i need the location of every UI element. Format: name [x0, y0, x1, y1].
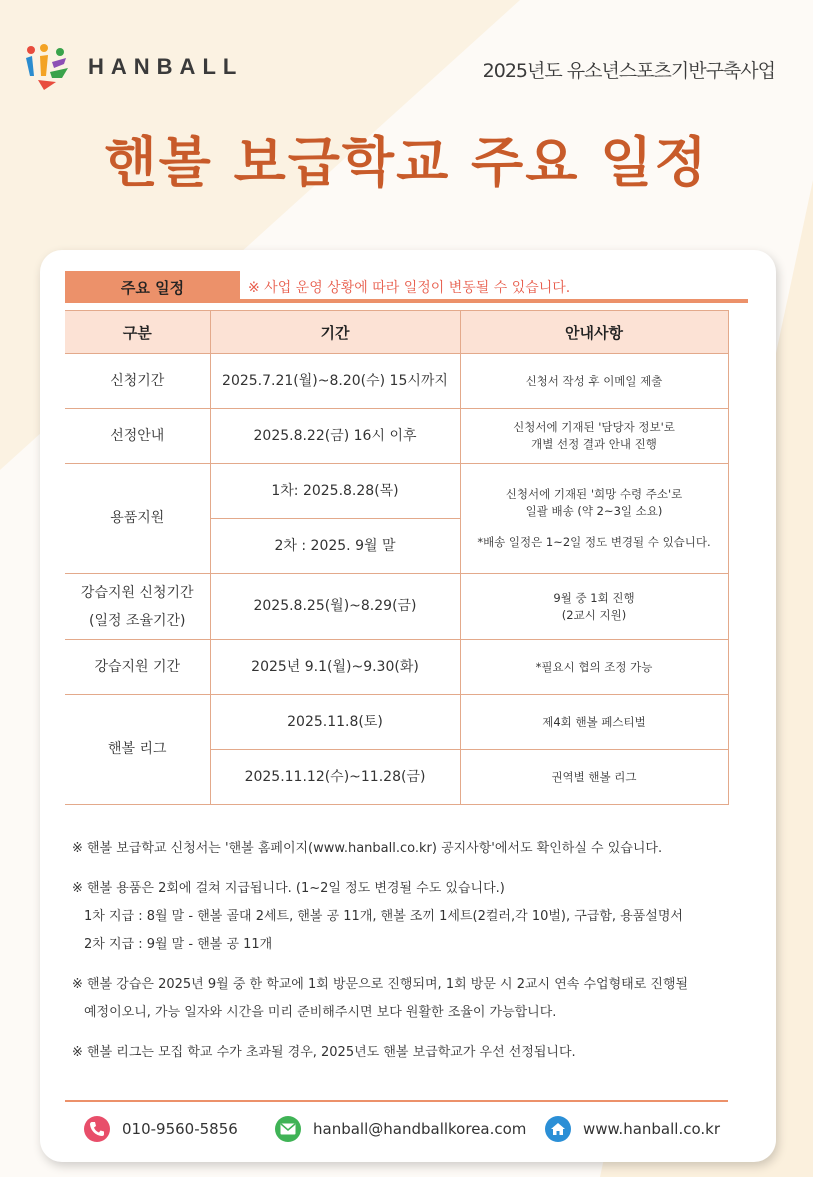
hanball-logo-mark	[22, 42, 74, 92]
note-line: 신청서에 기재된 '담당자 정보'로	[513, 420, 675, 435]
category-line: (일정 조율기간)	[88, 612, 186, 629]
table-row	[65, 464, 728, 519]
phone-icon	[84, 1116, 110, 1142]
table-row	[65, 640, 728, 695]
note-item: ※ 핸볼 보급학교 신청서는 '핸볼 홈페이지(www.hanball.co.kr) 공지사항'에서도 확인하실 수 있습니다.	[72, 841, 663, 856]
row-note: 권역별 핸볼 리그	[460, 750, 728, 805]
header-period: 기간	[210, 311, 460, 354]
website-url: www.hanball.co.kr	[583, 1120, 720, 1138]
table-row	[65, 354, 728, 409]
note-line: (2교시 지원)	[561, 607, 627, 622]
header-note: 안내사항	[460, 311, 728, 354]
table-row	[65, 574, 728, 640]
schedule-notice: ※ 사업 운영 상황에 따라 일정이 변동될 수 있습니다.	[248, 280, 571, 296]
row-note: 제4회 핸볼 페스티벌	[460, 695, 728, 750]
mail-icon	[275, 1116, 301, 1142]
row-period: 2025.7.21(월)~8.20(수) 15시까지	[210, 354, 460, 409]
table-header-row	[65, 311, 728, 354]
row-category: 강습지원 기간	[65, 640, 210, 695]
hanball-logo	[22, 42, 243, 92]
page-title: 핸볼 보급학교 주요 일정	[104, 131, 709, 194]
row-period: 1차: 2025.8.28(목)	[210, 464, 460, 519]
contact-web[interactable]	[545, 1116, 720, 1142]
note-item	[72, 875, 752, 959]
row-period: 2025.8.22(금) 16시 이후	[210, 409, 460, 464]
row-category: 신청기간	[65, 354, 210, 409]
row-period: 2차 : 2025. 9월 말	[210, 519, 460, 574]
schedule-tag: 주요 일정	[65, 271, 240, 303]
table-row	[65, 695, 728, 750]
header-category: 구분	[65, 311, 210, 354]
brand-name: HANBALL	[88, 54, 244, 79]
table-row	[65, 409, 728, 464]
note-line: 개별 선정 결과 안내 진행	[531, 437, 657, 451]
note-text: ※ 핸볼 용품은 2회에 걸쳐 지급됩니다. (1~2일 정도 변경될 수도 있습니다.)	[72, 881, 505, 896]
note-line: 9월 중 1회 진행	[553, 590, 635, 605]
note-subline: 2차 지급 : 9월 말 - 핸볼 공 11개	[84, 937, 273, 952]
note-subline: 예정이오니, 가능 일자와 시간을 미리 준비해주시면 보다 원활한 조율이 가능합니다.	[84, 1005, 557, 1020]
note-subline: 1차 지급 : 8월 말 - 핸볼 골대 2세트, 핸볼 공 11개, 핸볼 조끼 1세트(2컬러,각 10벌), 구급함, 용품설명서	[84, 909, 683, 924]
schedule-card	[40, 250, 776, 1162]
home-icon	[545, 1116, 571, 1142]
row-period: 2025.11.8(토)	[210, 695, 460, 750]
note-line: 일괄 배송 (약 2~3일 소요)	[525, 504, 663, 519]
note-text: ※ 핸볼 강습은 2025년 9월 중 한 학교에 1회 방문으로 진행되며, 1회 방문 시 2교시 연속 수업형태로 진행될	[72, 977, 689, 992]
row-period: 2025년 9.1(월)~9.30(화)	[210, 640, 460, 695]
row-category	[65, 574, 210, 640]
row-category: 핸볼 리그	[65, 695, 210, 805]
email-address: hanball@handballkorea.com	[313, 1120, 527, 1138]
project-title: 2025년도 유소년스포츠기반구축사업	[482, 60, 775, 82]
note-item	[72, 971, 752, 1027]
schedule-table	[65, 310, 729, 805]
row-note	[460, 409, 728, 464]
row-period: 2025.11.12(수)~11.28(금)	[210, 750, 460, 805]
row-note	[460, 574, 728, 640]
category-line: 강습지원 신청기간	[80, 584, 194, 601]
note-item: ※ 핸볼 리그는 모집 학교 수가 초과될 경우, 2025년도 핸볼 보급학교가 우선 선정됩니다.	[72, 1045, 576, 1060]
notes-section	[72, 835, 752, 1079]
note-line: 신청서에 기재된 '희망 수령 주소'로	[505, 487, 683, 502]
row-note: *필요시 협의 조정 가능	[460, 640, 728, 695]
phone-number: 010-9560-5856	[122, 1120, 238, 1138]
contact-email[interactable]	[275, 1116, 526, 1142]
footer-divider	[65, 1100, 728, 1102]
row-category: 용품지원	[65, 464, 210, 574]
row-period: 2025.8.25(월)~8.29(금)	[210, 574, 460, 640]
row-note: 신청서 작성 후 이메일 제출	[460, 354, 728, 409]
row-note	[460, 464, 728, 574]
contact-phone[interactable]	[84, 1116, 238, 1142]
row-category: 선정안내	[65, 409, 210, 464]
note-line: *배송 일정은 1~2일 정도 변경될 수 있습니다.	[477, 534, 711, 549]
